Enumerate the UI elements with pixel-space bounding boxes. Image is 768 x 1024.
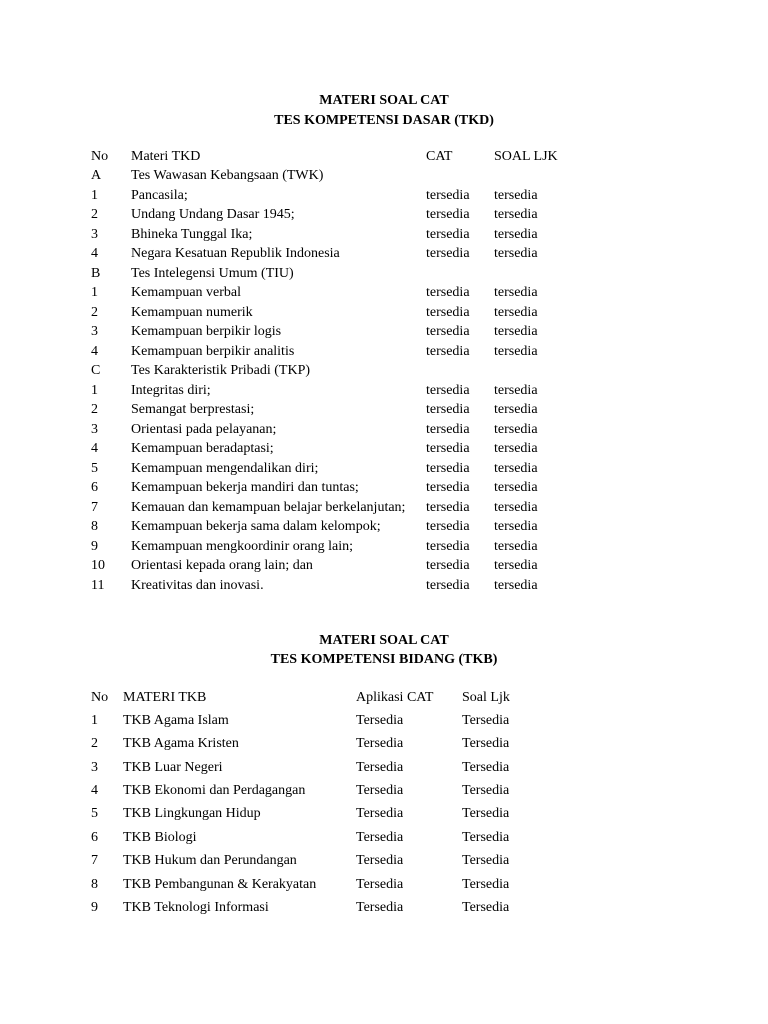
cell-ljk: tersedia [494, 226, 538, 242]
cell-ljk: tersedia [494, 480, 538, 495]
table-row [0, 779, 768, 802]
cell-cat: tersedia [426, 421, 470, 437]
cell-no: 2 [91, 736, 98, 752]
cell-cat: tersedia [426, 538, 470, 554]
cell-cat: tersedia [426, 460, 470, 476]
table-row [0, 756, 768, 779]
cell-materi: Integritas diri; [131, 382, 211, 398]
cell-materi: Tes Wawasan Kebangsaan (TWK) [131, 168, 324, 183]
cell-no: 8 [91, 519, 98, 534]
cell-no: C [91, 363, 101, 378]
cell-cat: tersedia [426, 304, 470, 320]
cell-ljk: Tersedia [462, 806, 510, 822]
cell-cat: tersedia [426, 480, 470, 495]
cell-materi: TKB Pembangunan & Kerakyatan [123, 876, 317, 892]
cell-cat: Tersedia [356, 783, 404, 799]
table-row [0, 459, 768, 479]
cell-materi: Kemampuan numerik [131, 304, 253, 320]
cell-ljk: Tersedia [462, 712, 510, 728]
tkb-header-ljk: Soal Ljk [462, 689, 510, 705]
cell-materi: Kemampuan bekerja mandiri dan tuntas; [131, 480, 359, 495]
cell-ljk: tersedia [494, 558, 538, 573]
cell-materi: Semangat berprestasi; [131, 402, 255, 417]
table-row [0, 873, 768, 896]
cell-cat: Tersedia [356, 712, 404, 728]
cell-cat: tersedia [426, 402, 470, 417]
table-row [0, 896, 768, 919]
cell-cat: tersedia [426, 441, 470, 456]
table-row [0, 186, 768, 206]
cell-materi: TKB Agama Kristen [123, 736, 239, 752]
cell-no: 5 [91, 806, 98, 822]
cell-no: 3 [91, 421, 98, 437]
cell-materi: TKB Agama Islam [123, 712, 229, 728]
table-row [0, 283, 768, 303]
cell-no: 9 [91, 900, 98, 916]
cell-cat: tersedia [426, 519, 470, 534]
cell-ljk: tersedia [494, 499, 538, 515]
table-row [0, 420, 768, 440]
cell-no: A [91, 168, 102, 183]
cell-ljk: tersedia [494, 343, 538, 359]
cell-cat: tersedia [426, 382, 470, 398]
tkd-header-ljk: SOAL LJK [494, 148, 558, 164]
cell-no: 4 [91, 343, 98, 359]
cell-materi: Kemampuan beradaptasi; [131, 441, 274, 456]
cell-materi: Kreativitas dan inovasi. [131, 577, 264, 593]
tkb-title-line1: MATERI SOAL CAT [319, 633, 449, 648]
cell-cat: Tersedia [356, 900, 404, 916]
cell-ljk: tersedia [494, 441, 538, 456]
table-row [0, 205, 768, 225]
cell-no: 1 [91, 285, 98, 300]
table-row [0, 439, 768, 459]
cell-cat: tersedia [426, 499, 470, 515]
cell-no: B [91, 265, 101, 281]
table-row [0, 732, 768, 755]
cell-cat: Tersedia [356, 736, 404, 752]
cell-materi: TKB Ekonomi dan Perdagangan [123, 783, 306, 799]
cell-materi: TKB Hukum dan Perundangan [123, 853, 297, 869]
tkd-title-line2: TES KOMPETENSI DASAR (TKD) [274, 113, 494, 128]
table-row [0, 225, 768, 245]
cell-materi: Tes Intelegensi Umum (TIU) [131, 265, 294, 281]
cell-cat: Tersedia [356, 759, 404, 775]
table-row [0, 478, 768, 498]
cell-no: 11 [91, 577, 105, 593]
cell-no: 1 [91, 187, 98, 203]
table-row [0, 264, 768, 284]
cell-no: 6 [91, 829, 98, 845]
cell-no: 2 [91, 304, 98, 320]
cell-ljk: Tersedia [462, 783, 510, 799]
tkb-header-no: No [91, 689, 109, 705]
cell-ljk: Tersedia [462, 736, 510, 752]
table-row [0, 826, 768, 849]
cell-ljk: tersedia [494, 246, 538, 261]
cell-no: 8 [91, 876, 98, 892]
cell-ljk: Tersedia [462, 876, 510, 892]
cell-ljk: Tersedia [462, 900, 510, 916]
cell-ljk: tersedia [494, 402, 538, 417]
cell-ljk: tersedia [494, 519, 538, 534]
tkb-header-row [0, 686, 768, 709]
cell-ljk: tersedia [494, 187, 538, 203]
cell-ljk: Tersedia [462, 829, 510, 845]
cell-materi: Bhineka Tunggal Ika; [131, 226, 253, 242]
table-row [0, 166, 768, 186]
cell-ljk: tersedia [494, 460, 538, 476]
table-row [0, 244, 768, 264]
cell-ljk: tersedia [494, 324, 538, 339]
cell-materi: Tes Karakteristik Pribadi (TKP) [131, 363, 311, 378]
table-row [0, 556, 768, 576]
cell-no: 4 [91, 441, 98, 456]
cell-cat: tersedia [426, 187, 470, 203]
table-row [0, 498, 768, 518]
cell-cat: Tersedia [356, 853, 404, 869]
table-row [0, 709, 768, 732]
cell-no: 3 [91, 324, 98, 339]
cell-materi: TKB Teknologi Informasi [123, 900, 269, 916]
cell-materi: Kemauan dan kemampuan belajar berkelanjutan; [131, 499, 406, 515]
table-row [0, 342, 768, 362]
tkd-header-materi: Materi TKD [131, 148, 201, 164]
table-row [0, 322, 768, 342]
cell-ljk: tersedia [494, 285, 538, 300]
cell-cat: tersedia [426, 226, 470, 242]
cell-cat: tersedia [426, 285, 470, 300]
cell-cat: Tersedia [356, 829, 404, 845]
tkd-header-no: No [91, 148, 109, 164]
tkb-header-materi: MATERI TKB [123, 689, 207, 705]
cell-materi: Kemampuan berpikir analitis [131, 343, 295, 359]
cell-materi: TKB Lingkungan Hidup [123, 806, 261, 822]
cell-no: 1 [91, 382, 98, 398]
table-row [0, 849, 768, 872]
table-row [0, 517, 768, 537]
cell-ljk: tersedia [494, 538, 538, 554]
table-row [0, 400, 768, 420]
cell-ljk: Tersedia [462, 759, 510, 775]
cell-materi: TKB Biologi [123, 829, 197, 845]
cell-cat: tersedia [426, 577, 470, 593]
cell-no: 10 [91, 558, 105, 573]
tkb-table [0, 686, 768, 920]
cell-materi: Orientasi pada pelayanan; [131, 421, 277, 437]
table-row [0, 361, 768, 381]
cell-no: 1 [91, 712, 98, 728]
cell-no: 7 [91, 853, 98, 869]
cell-materi: Kemampuan mengendalikan diri; [131, 460, 319, 476]
cell-no: 3 [91, 759, 98, 775]
cell-no: 4 [91, 783, 98, 799]
cell-no: 9 [91, 538, 98, 554]
cell-ljk: tersedia [494, 304, 538, 320]
table-row [0, 576, 768, 596]
tkd-table [0, 147, 768, 596]
table-row [0, 381, 768, 401]
cell-cat: Tersedia [356, 806, 404, 822]
cell-no: 2 [91, 207, 98, 222]
cell-materi: Orientasi kepada orang lain; dan [131, 558, 313, 573]
cell-cat: tersedia [426, 207, 470, 222]
cell-ljk: tersedia [494, 421, 538, 437]
cell-materi: Kemampuan bekerja sama dalam kelompok; [131, 519, 381, 534]
cell-no: 2 [91, 402, 98, 417]
tkd-header-row [0, 147, 768, 167]
cell-no: 5 [91, 460, 98, 476]
tkd-title-line1: MATERI SOAL CAT [319, 93, 449, 108]
cell-no: 3 [91, 226, 98, 242]
cell-materi: Undang Undang Dasar 1945; [131, 207, 295, 222]
tkb-title-line2: TES KOMPETENSI BIDANG (TKB) [270, 652, 498, 667]
table-row [0, 537, 768, 557]
cell-ljk: tersedia [494, 382, 538, 398]
cell-materi: Pancasila; [131, 187, 188, 203]
table-row [0, 303, 768, 323]
tkd-header-cat: CAT [426, 148, 453, 164]
cell-cat: tersedia [426, 324, 470, 339]
cell-no: 7 [91, 499, 98, 515]
table-row [0, 802, 768, 825]
cell-materi: TKB Luar Negeri [123, 759, 223, 775]
cell-materi: Negara Kesatuan Republik Indonesia [131, 246, 340, 261]
cell-no: 4 [91, 246, 98, 261]
cell-cat: tersedia [426, 343, 470, 359]
cell-ljk: tersedia [494, 577, 538, 593]
cell-ljk: Tersedia [462, 853, 510, 869]
cell-materi: Kemampuan berpikir logis [131, 324, 282, 339]
tkb-header-cat: Aplikasi CAT [356, 689, 434, 705]
cell-cat: Tersedia [356, 876, 404, 892]
cell-materi: Kemampuan mengkoordinir orang lain; [131, 538, 353, 554]
cell-no: 6 [91, 480, 98, 495]
cell-cat: tersedia [426, 558, 470, 573]
cell-cat: tersedia [426, 246, 470, 261]
cell-ljk: tersedia [494, 207, 538, 222]
cell-materi: Kemampuan verbal [131, 285, 242, 300]
